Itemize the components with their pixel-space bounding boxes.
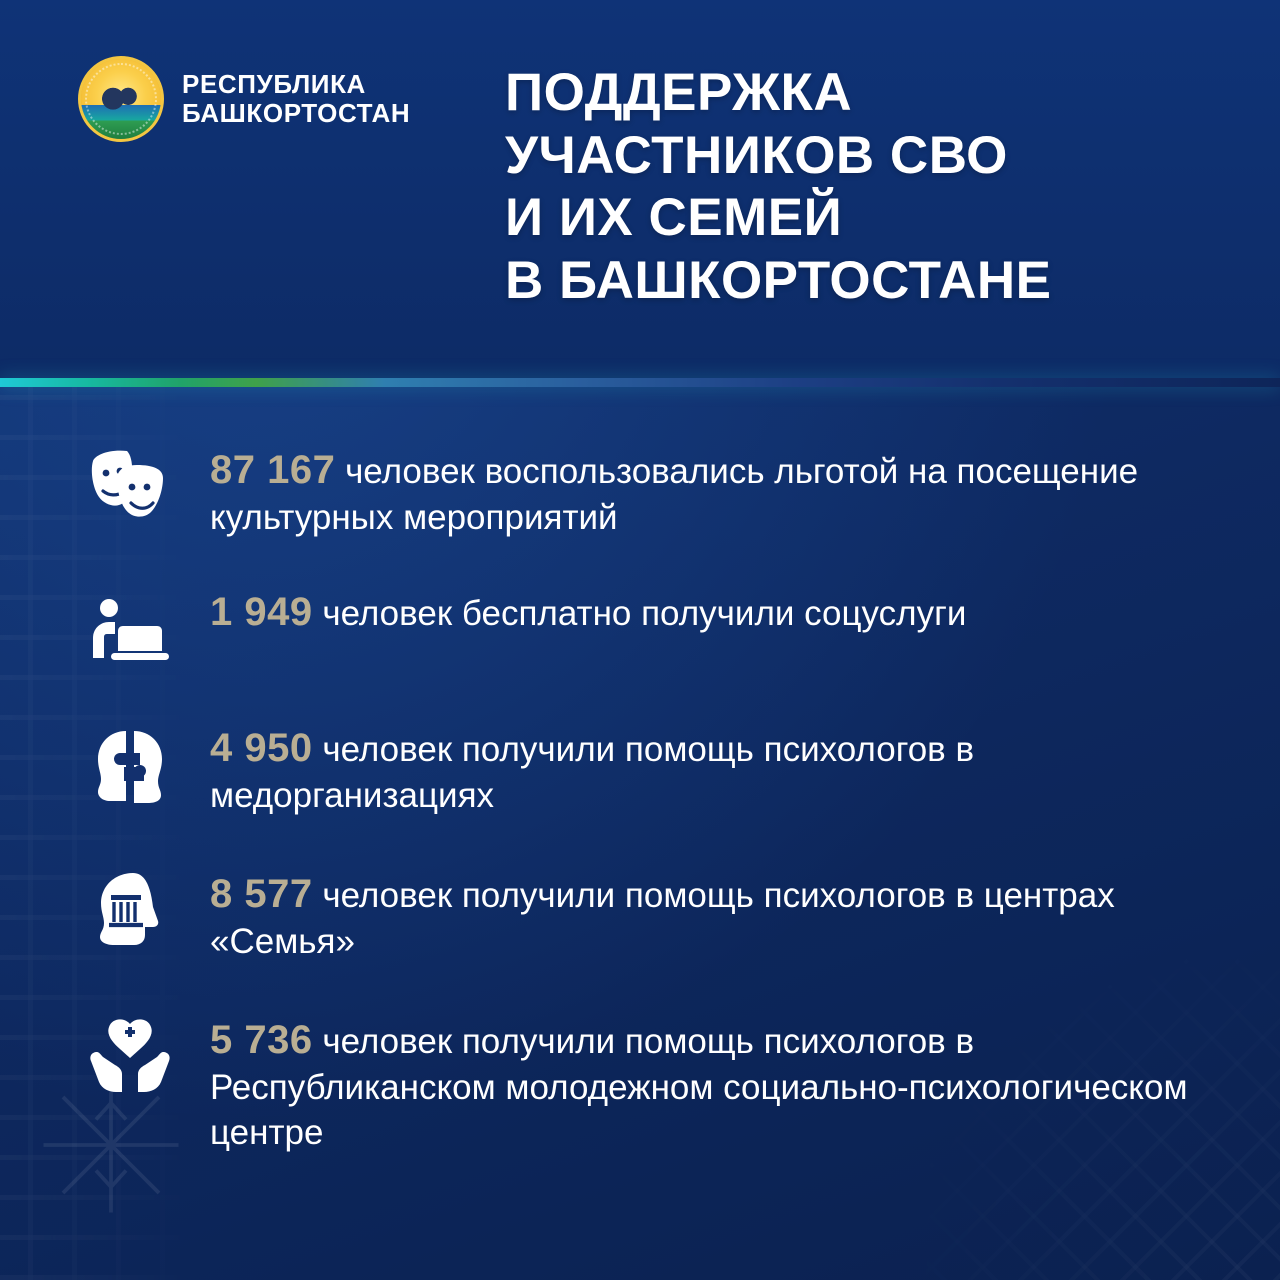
list-item (78, 1009, 1220, 1156)
list-item (78, 439, 1220, 541)
stat-description: человек получили помощь психологов в медорганизациях (210, 729, 975, 816)
bashkortostan-coat-of-arms-icon (78, 56, 164, 142)
person-at-laptop-icon (78, 585, 182, 677)
stat-description: человек бесплатно получили соцуслуги (312, 593, 967, 633)
list-item (78, 721, 1220, 819)
theatre-masks-icon (78, 439, 182, 531)
page-title (505, 62, 1052, 312)
brand-name (182, 70, 410, 128)
hands-heart-icon (78, 1009, 182, 1101)
stat-text (210, 721, 1220, 819)
stat-number: 87 167 (210, 448, 336, 492)
poster-header (0, 0, 1280, 378)
brand-line-1: РЕСПУБЛИКА (182, 68, 366, 99)
gradient-divider (0, 378, 1280, 387)
stat-description: человек получили помощь психологов в центрах «Семья» (210, 875, 1115, 962)
stat-number: 8 577 (210, 871, 313, 916)
stat-text (210, 863, 1220, 965)
title-line-3: И ИХ СЕМЕЙ (505, 188, 843, 248)
stat-description: человек получили помощь психологов в Республиканском молодежном социально-психологическом центре (210, 1021, 1188, 1152)
stats-list (0, 387, 1280, 1156)
brand-block (78, 56, 410, 142)
stat-description: человек воспользовались льготой на посещение культурных мероприятий (210, 452, 1139, 538)
stat-number: 5 736 (210, 1017, 313, 1062)
list-item (78, 585, 1220, 677)
title-line-1: ПОДДЕРЖКА (505, 63, 853, 122)
stat-text (210, 439, 1220, 541)
stat-text (210, 585, 966, 638)
head-profile-icon (78, 863, 182, 955)
title-line-2: УЧАСТНИКОВ СВО (505, 125, 1008, 185)
stat-number: 4 950 (210, 725, 313, 770)
stat-text (210, 1009, 1220, 1156)
list-item (78, 863, 1220, 965)
stat-number: 1 949 (210, 589, 313, 634)
brand-line-2: БАШКОРТОСТАН (182, 98, 411, 128)
head-puzzle-icon (78, 721, 182, 813)
title-line-4: В БАШКОРТОСТАНЕ (505, 250, 1052, 310)
